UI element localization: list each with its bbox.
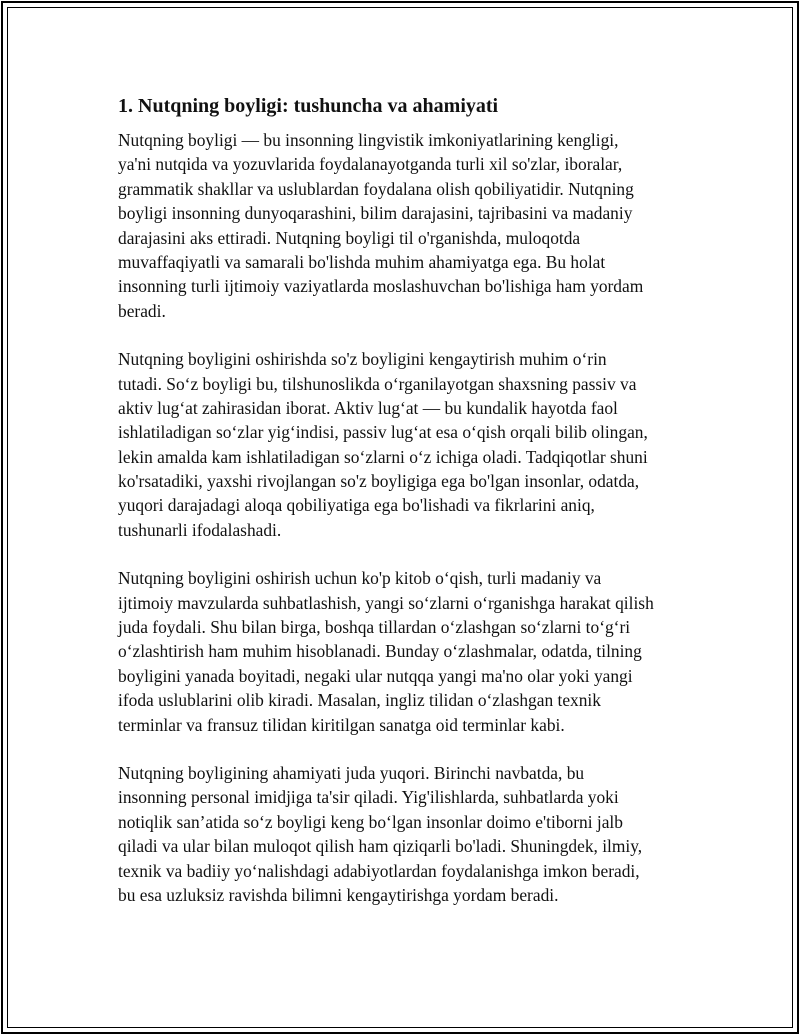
text-line: tutadi. Soʻz boyligi bu, tilshunoslikda oʻrganilayotgan shaxsning passiv va xyxy=(118,373,637,394)
text-line: texnik va badiiy yoʻnalishdagi adabiyotlardan foydalanishga imkon beradi, xyxy=(118,860,640,881)
text-line: ko'rsatadiki, yaxshi rivojlangan so'z boyligiga ega bo'lgan insonlar, odatda, xyxy=(118,471,640,492)
document-body xyxy=(118,92,690,907)
paragraph-1 xyxy=(118,128,690,323)
text-line: ifoda uslublarini olib kiradi. Masalan, ingliz tilidan oʻzlashgan texnik xyxy=(118,690,601,711)
text-line: Nutqning boyligi — bu insonning lingvistik imkoniyatlarining kengligi, xyxy=(118,130,619,150)
text-line: oʻzlashtirish ham muhim hisoblanadi. Bunday oʻzlashmalar, odatda, tilning xyxy=(118,641,642,662)
text-line: boyligini yanada boyitadi, negaki ular nutqqa yangi ma'no olar yoki yangi xyxy=(118,665,633,686)
text-line: Nutqning boyligini oshirishda so'z boyligini kengaytirish muhim oʻrin xyxy=(118,349,607,370)
text-line: grammatik shakllar va uslublardan foydalana olish qobiliyatidir. Nutqning xyxy=(118,178,634,199)
paragraph-4 xyxy=(118,761,690,907)
paragraph-2 xyxy=(118,347,690,542)
text-line: insonning turli ijtimoiy vaziyatlarda moslashuvchan bo'lishiga ham yordam xyxy=(118,276,644,297)
text-line: muvaffaqiyatli va samarali bo'lishda muhim ahamiyatga ega. Bu holat xyxy=(118,251,606,272)
paragraph-3 xyxy=(118,566,690,737)
text-line: notiqlik san’atida soʻz boyligi keng boʻlgan insonlar doimo e'tiborni jalb xyxy=(118,811,623,832)
text-line: yuqori darajadagi aloqa qobiliyatiga ega bo'lishadi va fikrlarini aniq, xyxy=(118,495,595,516)
section-heading: 1. Nutqning boyligi: tushuncha va ahamiyati xyxy=(118,95,499,117)
text-line: terminlar va fransuz tilidan kiritilgan sanatga oid terminlar kabi. xyxy=(118,714,565,735)
text-line: ya'ni nutqida va yozuvlarida foydalanayotganda turli xil so'zlar, iboralar, xyxy=(118,154,623,175)
text-line: juda foydali. Shu bilan birga, boshqa tillardan oʻzlashgan soʻzlarni toʻgʻri xyxy=(118,617,631,638)
text-line: lekin amalda kam ishlatiladigan soʻzlarni oʻz ichiga oladi. Tadqiqotlar shuni xyxy=(118,446,648,467)
text-line: bu esa uzluksiz ravishda bilimni kengaytirishga yordam beradi. xyxy=(118,884,559,905)
text-line: insonning personal imidjiga ta'sir qiladi. Yig'ilishlarda, suhbatlarda yoki xyxy=(118,787,619,808)
text-line: darajasini aks ettiradi. Nutqning boyligi til o'rganishda, muloqotda xyxy=(118,227,581,248)
text-line: ijtimoiy mavzularda suhbatlashish, yangi soʻzlarni oʻrganishga harakat qilish xyxy=(118,592,654,613)
text-line: aktiv lugʻat zahirasidan iborat. Aktiv lugʻat — bu kundalik hayotda faol xyxy=(118,397,618,418)
text-line: tushunarli ifodalashadi. xyxy=(118,519,282,540)
text-line: boyligi insonning dunyoqarashini, bilim darajasini, tajribasini va madaniy xyxy=(118,203,633,224)
text-line: qiladi va ular bilan muloqot qilish ham qiziqarli bo'ladi. Shuningdek, ilmiy, xyxy=(118,836,643,857)
text-line: ishlatiladigan soʻzlar yigʻindisi, passiv lugʻat esa oʻqish orqali bilib olingan, xyxy=(118,422,648,443)
text-line: Nutqning boyligining ahamiyati juda yuqori. Birinchi navbatda, bu xyxy=(118,762,585,783)
text-line: Nutqning boyligini oshirish uchun ko'p kitob oʻqish, turli madaniy va xyxy=(118,568,602,589)
text-line: beradi. xyxy=(118,300,166,321)
